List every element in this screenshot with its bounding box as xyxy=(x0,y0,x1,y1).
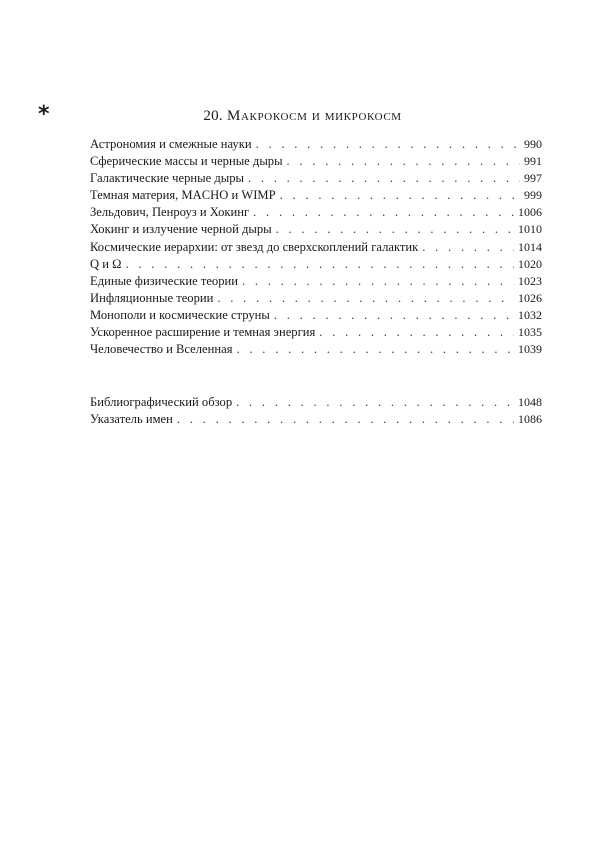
toc-entries xyxy=(90,136,542,358)
chapter-marker-asterisk: * xyxy=(38,102,50,127)
toc-entry-label: Ускоренное расширение и темная энергия xyxy=(90,325,316,340)
toc-entry[interactable] xyxy=(90,411,542,428)
toc-entry-page: 1026 xyxy=(518,290,542,305)
toc-leader-dots xyxy=(248,170,520,187)
table-of-contents xyxy=(90,136,542,428)
toc-entry-label: Астрономия и смежные науки xyxy=(90,137,252,151)
toc-entry-label: Космические иерархии: от звезд до сверхскоплений галактик xyxy=(90,239,419,254)
toc-leader-dots xyxy=(422,239,514,256)
toc-entry[interactable] xyxy=(90,273,542,290)
toc-entry-label: Зельдович, Пенроуз и Хокинг xyxy=(90,205,250,220)
chapter-number: 20. xyxy=(203,108,223,124)
toc-entry-label: Темная материя, MACHO и WIMP xyxy=(90,188,276,203)
toc-entry-label: Монополи и космические струны xyxy=(90,307,270,322)
toc-entry-page: 1032 xyxy=(518,307,542,322)
toc-gap xyxy=(90,358,542,394)
toc-leader-dots xyxy=(253,204,514,221)
toc-leader-dots xyxy=(126,256,515,273)
toc-entry-label: Хокинг и излучение черной дыры xyxy=(90,222,272,237)
toc-entry-label: Галактические черные дыры xyxy=(90,171,244,186)
toc-entry-label: Библиографический обзор xyxy=(90,395,233,410)
toc-leader-dots xyxy=(319,324,514,341)
toc-entry-label: Единые физические теории xyxy=(90,273,238,288)
toc-entry-page: 1039 xyxy=(518,342,542,357)
toc-entry-label: Q и Ω xyxy=(90,256,122,271)
toc-entry-label: Человечество и Вселенная xyxy=(90,342,233,357)
toc-leader-dots xyxy=(256,136,520,153)
toc-leader-dots xyxy=(177,411,514,428)
toc-entry-page: 1048 xyxy=(518,395,542,410)
toc-entry-page: 1010 xyxy=(518,222,542,237)
toc-leader-dots xyxy=(237,341,515,358)
toc-entry[interactable] xyxy=(90,256,542,273)
toc-entry[interactable] xyxy=(90,394,542,411)
toc-leader-dots xyxy=(242,273,514,290)
toc-leader-dots xyxy=(276,221,514,238)
toc-entry[interactable] xyxy=(90,341,542,358)
toc-entry-page: 990 xyxy=(524,137,542,151)
toc-entry-label: Указатель имен xyxy=(90,412,173,427)
toc-leader-dots xyxy=(274,307,514,324)
toc-entry[interactable] xyxy=(90,170,542,187)
toc-entry[interactable] xyxy=(90,187,542,204)
chapter-name: Макрокосм и микрокосм xyxy=(227,108,402,124)
toc-back-matter xyxy=(90,394,542,428)
toc-entry-page: 997 xyxy=(524,171,542,186)
toc-entry[interactable] xyxy=(90,290,542,307)
chapter-title xyxy=(0,108,605,125)
toc-entry-page: 1023 xyxy=(518,273,542,288)
toc-entry[interactable] xyxy=(90,153,542,170)
toc-entry[interactable] xyxy=(90,221,542,238)
toc-entry[interactable] xyxy=(90,239,542,256)
toc-leader-dots xyxy=(236,394,514,411)
toc-entry-page: 1020 xyxy=(518,256,542,271)
toc-entry[interactable] xyxy=(90,204,542,221)
toc-entry[interactable] xyxy=(90,136,542,153)
toc-entry-label: Сферические массы и черные дыры xyxy=(90,154,283,169)
toc-entry[interactable] xyxy=(90,324,542,341)
toc-entry-label: Инфляционные теории xyxy=(90,290,214,305)
toc-leader-dots xyxy=(217,290,514,307)
toc-entry-page: 1035 xyxy=(518,325,542,340)
toc-entry[interactable] xyxy=(90,307,542,324)
toc-entry-page: 1086 xyxy=(518,412,542,427)
toc-entry-page: 1014 xyxy=(518,239,542,254)
toc-entry-page: 999 xyxy=(524,188,542,203)
toc-entry-page: 991 xyxy=(524,154,542,169)
toc-leader-dots xyxy=(287,153,520,170)
toc-entry-page: 1006 xyxy=(518,205,542,220)
toc-leader-dots xyxy=(280,187,520,204)
